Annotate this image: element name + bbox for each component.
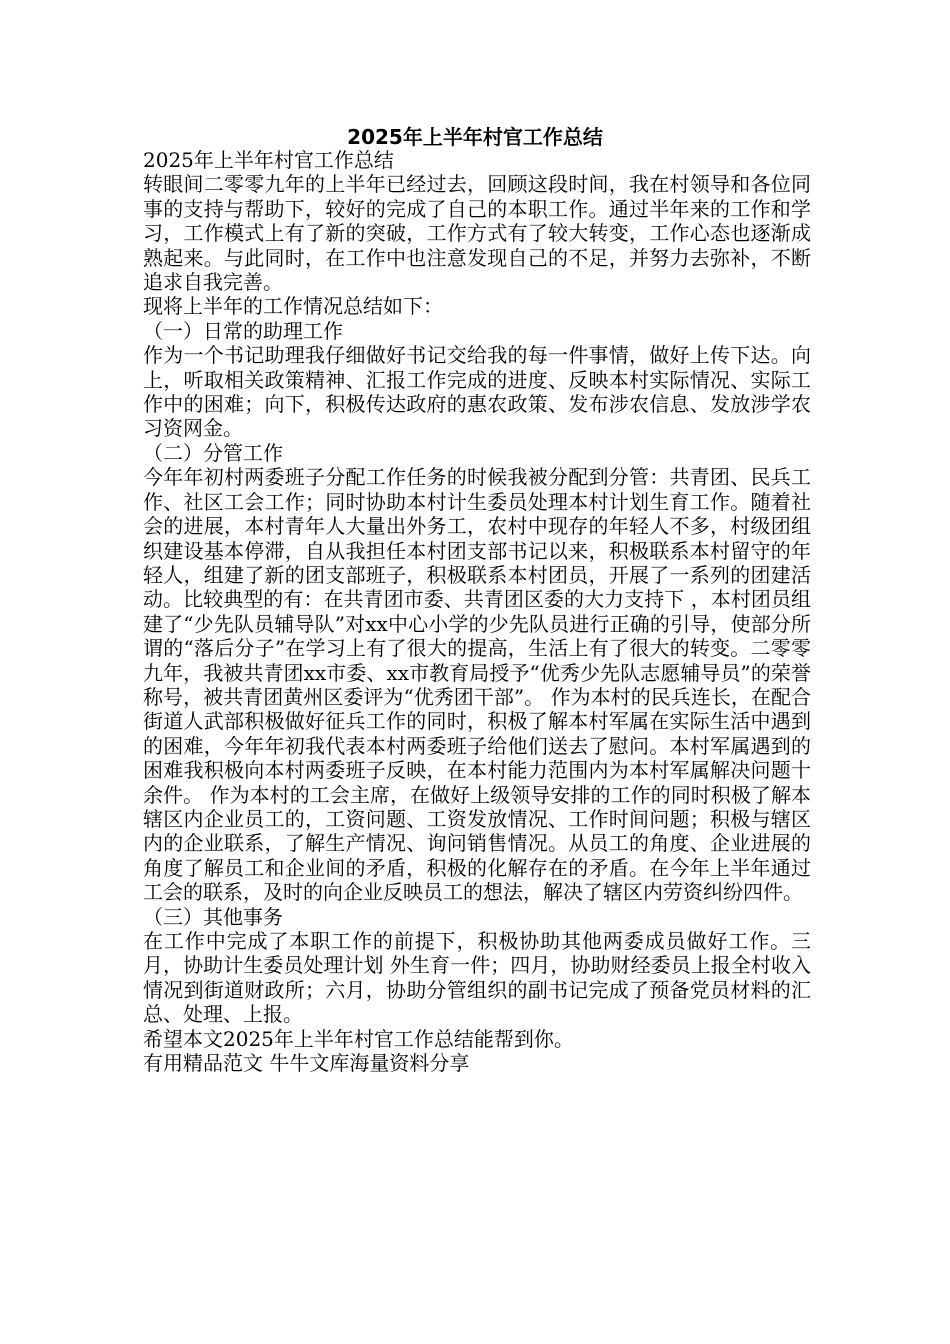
- intro-paragraph: 转眼间二零零九年的上半年已经过去，回顾这段时间，我在村领导和各位同事的支持与帮助下，较好的完成了自己的本职工作。通过半年来的工作和学习，工作模式上有了新的突破，工作方式有了较大转变，工作心态也逐渐成熟起来。与此同时，在工作中也注意发现自己的不足，并努力去弥补，不断追求自我完善。: [143, 172, 811, 295]
- managed-work-paragraph: 今年年初村两委班子分配工作任务的时候我被分配到分管：共青团、民兵工作、社区工会工作；同时协助本村计生委员处理本村计划生育工作。随着社会的进展，本村青年人大量出外务工，农村中现存的年轻人不多，村级团组织建设基本停滞，自从我担任本村团支部书记以来，积极联系本村留守的年轻人，组建了新的团支部班子，积极联系本村团员，开展了一系列的团建活动。比较典型的有：在共青团市委、共青团区委的大力支持下 ，本村团员组建了“少先队员辅导队”对xx中心小学的少先队员进行正确的引导，使部分所谓的“落后分子”在学习上有了很大的提高，生活上有了很大的转变。二零零九年，我被共青团xx市委、xx市教育局授予“优秀少先队志愿辅导员”的荣誉称号，被共青团黄州区委评为“优秀团干部”。 作为本村的民兵连长，在配合街道人武部积极做好征兵工作的同时，积极了解本村军属在实际生活中遇到的困难，今年年初我代表本村两委班子给他们送去了慰问。本村军属遇到的困难我积极向本村两委班子反映，在本村能力范围内为本村军属解决问题十余件。 作为本村的工会主席，在做好上级领导安排的工作的同时积极了解本辖区内企业员工的，工资问题、工资发放情况、工作时间问题；积极与辖区内的企业联系，了解生产情况、询问销售情况。从员工的角度、企业进展的角度了解员工和企业间的矛盾，积极的化解存在的矛盾。在今年上半年通过工会的联系，及时的向企业反映员工的想法，解决了辖区内劳资纠纷四件。: [143, 465, 811, 905]
- footer-line: 有用精品范文 牛牛文库海量资料分享: [143, 1051, 470, 1076]
- summary-lead: 现将上半年的工作情况总结如下：: [143, 294, 443, 319]
- document-body: [143, 148, 811, 1075]
- closing-line: 希望本文2025年上半年村官工作总结能帮到你。: [143, 1026, 574, 1051]
- section-heading-daily-work: （一）日常的助理工作: [143, 318, 343, 343]
- daily-work-paragraph: 作为一个书记助理我仔细做好书记交给我的每一件事情，做好上传下达。向上，听取相关政策精神、汇报工作完成的进度、反映本村实际情况、实际工作中的困难；向下，积极传达政府的惠农政策、发布涉农信息、发放涉学农习资网金。: [143, 343, 811, 441]
- subtitle-line: 2025年上半年村官工作总结: [143, 148, 394, 172]
- section-heading-other-affairs: （三）其他事务: [143, 904, 283, 929]
- document-title: 2025年上半年村官工作总结: [347, 125, 603, 149]
- other-affairs-paragraph: 在工作中完成了本职工作的前提下，积极协助其他两委成员做好工作。三月，协助计生委员处理计划 外生育一件；四月，协助财经委员上报全村收入情况到街道财政所；六月，协助分管组织的副书记完成了预备党员材料的汇总、处理、上报。: [143, 929, 811, 1027]
- section-heading-managed-work: （二）分管工作: [143, 440, 283, 465]
